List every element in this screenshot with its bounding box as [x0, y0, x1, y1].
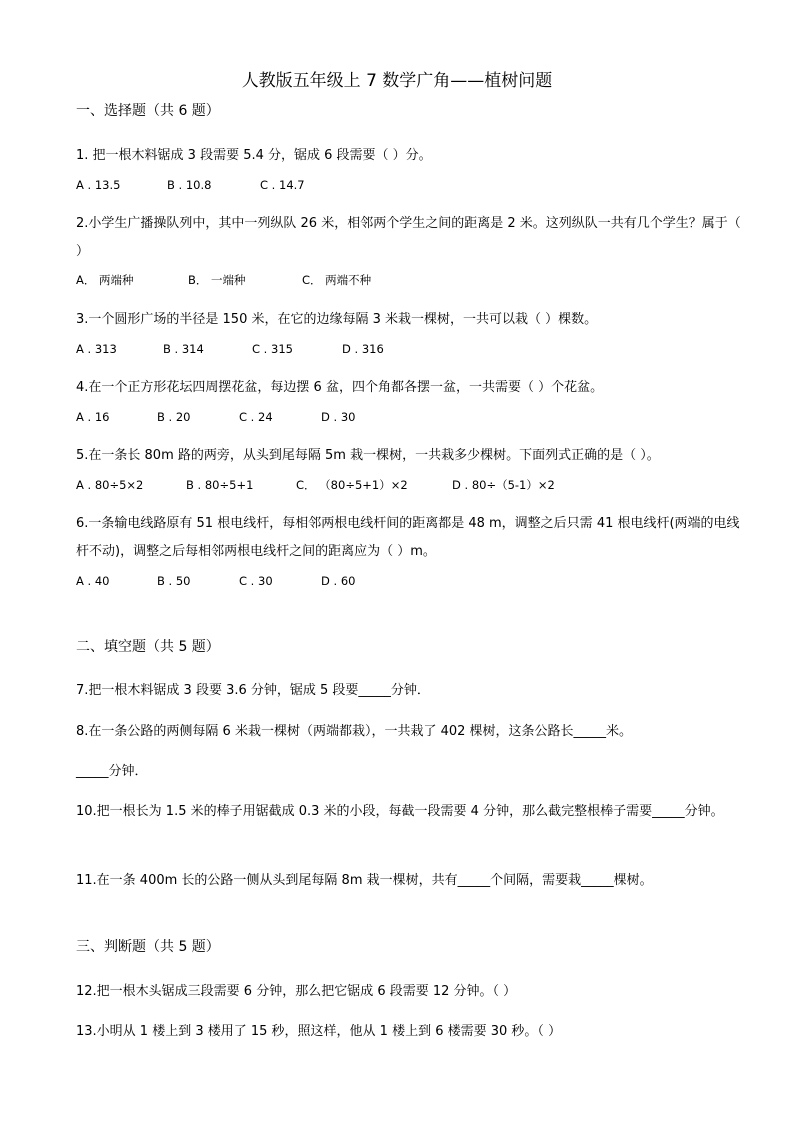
question-8: 8.在一条公路的两侧每隔 6 米栽一棵树（两端都栽），一共栽了 402 棵树，这条公路长_____米。	[76, 724, 633, 739]
option-c: C . 14.7	[260, 178, 305, 192]
option-a: A . 313	[76, 342, 117, 356]
option-d: D . 80÷（5-1）×2	[452, 478, 555, 492]
option-c: C . 30	[239, 574, 273, 588]
question-12: 12.把一根木头锯成三段需要 6 分钟，那么把它锯成 6 段需要 12 分钟。（ ）	[76, 984, 517, 999]
question-6: 6.一条输电线路原有 51 根电线杆，每相邻两根电线杆间的距离都是 48 m，调整之后只需 41 根电线杆(两端的电线杆不动)，调整之后每相邻两根电线杆之间的距离应为（ ）m。	[76, 516, 740, 559]
option-b: B . 80÷5+1	[186, 478, 254, 492]
question-10: 10.把一根长为 1.5 米的棒子用锯截成 0.3 米的小段，每截一段需要 4 分钟，那么截完整根棒子需要_____分钟。	[76, 804, 724, 819]
question-4: 4.在一个正方形花坛四周摆花盆，每边摆 6 盆，四个角都各摆一盆，一共需要（ ）个花盆。	[76, 380, 604, 395]
option-d: D . 316	[342, 342, 384, 356]
question-1: 1. 把一根木料锯成 3 段需要 5.4 分，锯成 6 段需要（ ）分。	[76, 148, 432, 163]
option-a: A． 两端种	[76, 273, 134, 287]
question-2: 2.小学生广播操队列中，其中一列纵队 26 米，相邻两个学生之间的距离是 2 米。这列纵队一共有几个学生？属于（ ）	[76, 216, 741, 259]
option-a: A . 40	[76, 574, 110, 588]
section-heading-choice: 一、选择题（共 6 题）	[76, 103, 220, 119]
question-13: 13.小明从 1 楼上到 3 楼用了 15 秒，照这样，他从 1 楼上到 6 楼需要 30 秒。（ ）	[76, 1024, 562, 1039]
section-heading-fill: 二、填空题（共 5 题）	[76, 639, 220, 655]
option-a: A . 80÷5×2	[76, 478, 144, 492]
option-d: D . 60	[321, 574, 356, 588]
option-b: B . 314	[163, 342, 204, 356]
question-3: 3.一个圆形广场的半径是 150 米，在它的边缘每隔 3 米栽一棵树，一共可以栽（ ）棵数。	[76, 312, 598, 327]
option-b: B． 一端种	[188, 273, 246, 287]
option-c: C . 24	[239, 410, 273, 424]
option-b: B . 20	[157, 410, 191, 424]
option-a: A . 16	[76, 410, 110, 424]
section-heading-judge: 三、判断题（共 5 题）	[76, 939, 220, 955]
question-9-fragment: _____分钟．	[76, 764, 148, 779]
option-c: C． （80÷5+1）×2	[296, 478, 408, 492]
page-title: 人教版五年级上 7 数学广角——植树问题	[241, 71, 553, 91]
option-c: C . 315	[252, 342, 293, 356]
question-5: 5.在一条长 80m 路的两旁，从头到尾每隔 5m 栽一棵树，一共栽多少棵树。下面列式正确的是（ ）。	[76, 448, 660, 463]
option-b: B . 10.8	[167, 178, 212, 192]
option-c: C． 两端不种	[302, 273, 372, 287]
option-a: A . 13.5	[76, 178, 121, 192]
question-7: 7.把一根木料锯成 3 段要 3.6 分钟，锯成 5 段要_____分钟．	[76, 683, 430, 698]
question-11: 11.在一条 400m 长的公路一侧从头到尾每隔 8m 栽一棵树，共有_____个间隔，需要栽_____棵树。	[76, 873, 653, 888]
option-d: D . 30	[321, 410, 356, 424]
option-b: B . 50	[157, 574, 191, 588]
